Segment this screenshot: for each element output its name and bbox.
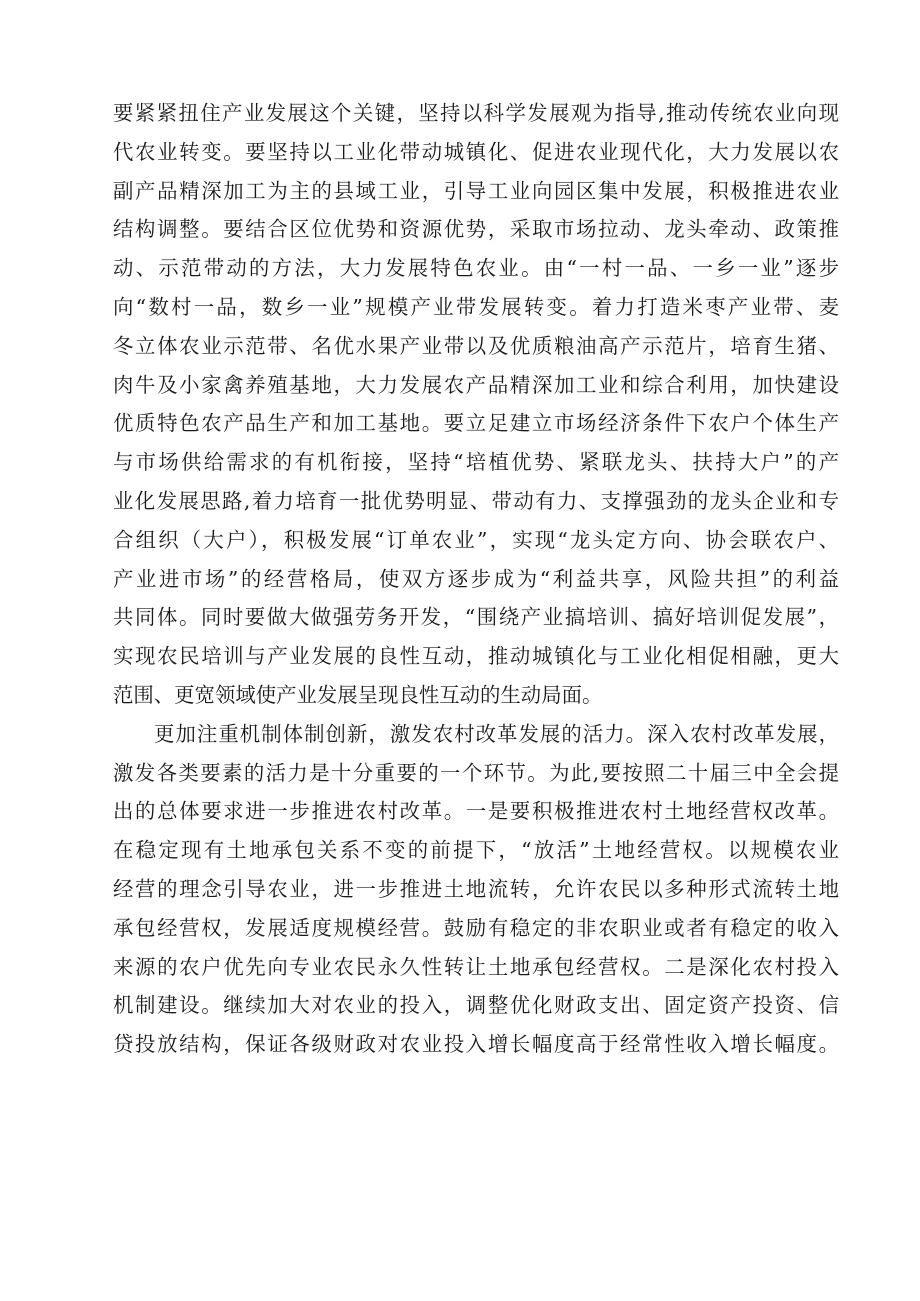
- text-line: 肉牛及小家禽养殖基地，大力发展农产品精深加工业和综合利用，加快建设: [113, 372, 839, 397]
- text-line: 激发各类要素的活力是十分重要的一个环节。为此,要按照二十届三中全会提: [113, 760, 839, 785]
- text-line: 代农业转变。要坚持以工业化带动城镇化、促进农业现代化，大力发展以农: [113, 139, 839, 164]
- document-body: [113, 94, 839, 1064]
- text-line: 合组织（大户），积极发展“订单农业”，实现“龙头定方向、协会联农户、: [113, 527, 839, 552]
- text-line: 冬立体农业示范带、名优水果产业带以及优质粮油高产示范片，培育生猪、: [113, 333, 839, 358]
- text-line: 承包经营权，发展适度规模经营。鼓励有稳定的非农职业或者有稳定的收入: [113, 915, 839, 940]
- text-line: 向“数村一品，数乡一业”规模产业带发展转变。着力打造米枣产业带、麦: [113, 294, 839, 319]
- text-line: 结构调整。要结合区位优势和资源优势，采取市场拉动、龙头牵动、政策推: [113, 217, 839, 242]
- text-line: 经营的理念引导农业，进一步推进土地流转，允许农民以多种形式流转土地: [113, 876, 839, 901]
- text-line: 贷投放结构，保证各级财政对农业投入增长幅度高于经常性收入增长幅度。: [113, 1032, 839, 1057]
- text-line: 要紧紧扭住产业发展这个关键，坚持以科学发展观为指导,推动传统农业向现: [113, 101, 839, 125]
- text-line: 更加注重机制体制创新，激发农村改革发展的活力。深入农村改革发展，: [154, 721, 839, 746]
- text-line: 动、示范带动的方法，大力发展特色农业。由“一村一品、一乡一业”逐步: [113, 256, 839, 281]
- text-line: 实现农民培训与产业发展的良性互动，推动城镇化与工业化相促相融，更大: [113, 644, 839, 669]
- text-line: 副产品精深加工为主的县域工业，引导工业向园区集中发展，积极推进农业: [113, 178, 839, 203]
- text-line: 来源的农户优先向专业农民永久性转让土地承包经营权。二是深化农村投入: [113, 954, 839, 979]
- paragraph: [113, 715, 839, 1064]
- text-line: 产业进市场”的经营格局，使双方逐步成为“利益共享，风险共担”的利益: [113, 566, 839, 591]
- text-line: 在稳定现有土地承包关系不变的前提下，“放活”土地经营权。以规模农业: [113, 838, 839, 863]
- text-line: 机制建设。继续加大对农业的投入，调整优化财政支出、固定资产投资、信: [113, 993, 839, 1018]
- text-line: 优质特色农产品生产和加工基地。要立足建立市场经济条件下农户个体生产: [113, 411, 839, 436]
- text-line: 范围、更宽领域使产业发展呈现良性互动的生动局面。: [113, 682, 603, 707]
- text-line: 出的总体要求进一步推进农村改革。一是要积极推进农村土地经营权改革。: [113, 799, 839, 824]
- text-line: 共同体。同时要做大做强劳务开发，“围绕产业搞培训、搞好培训促发展”，: [113, 605, 839, 630]
- text-line: 业化发展思路,着力培育一批优势明显、带动有力、支撑强劲的龙头企业和专: [113, 488, 839, 513]
- text-line: 与市场供给需求的有机衔接，坚持“培植优势、紧联龙头、扶持大户”的产: [113, 450, 839, 475]
- paragraph: [113, 94, 839, 715]
